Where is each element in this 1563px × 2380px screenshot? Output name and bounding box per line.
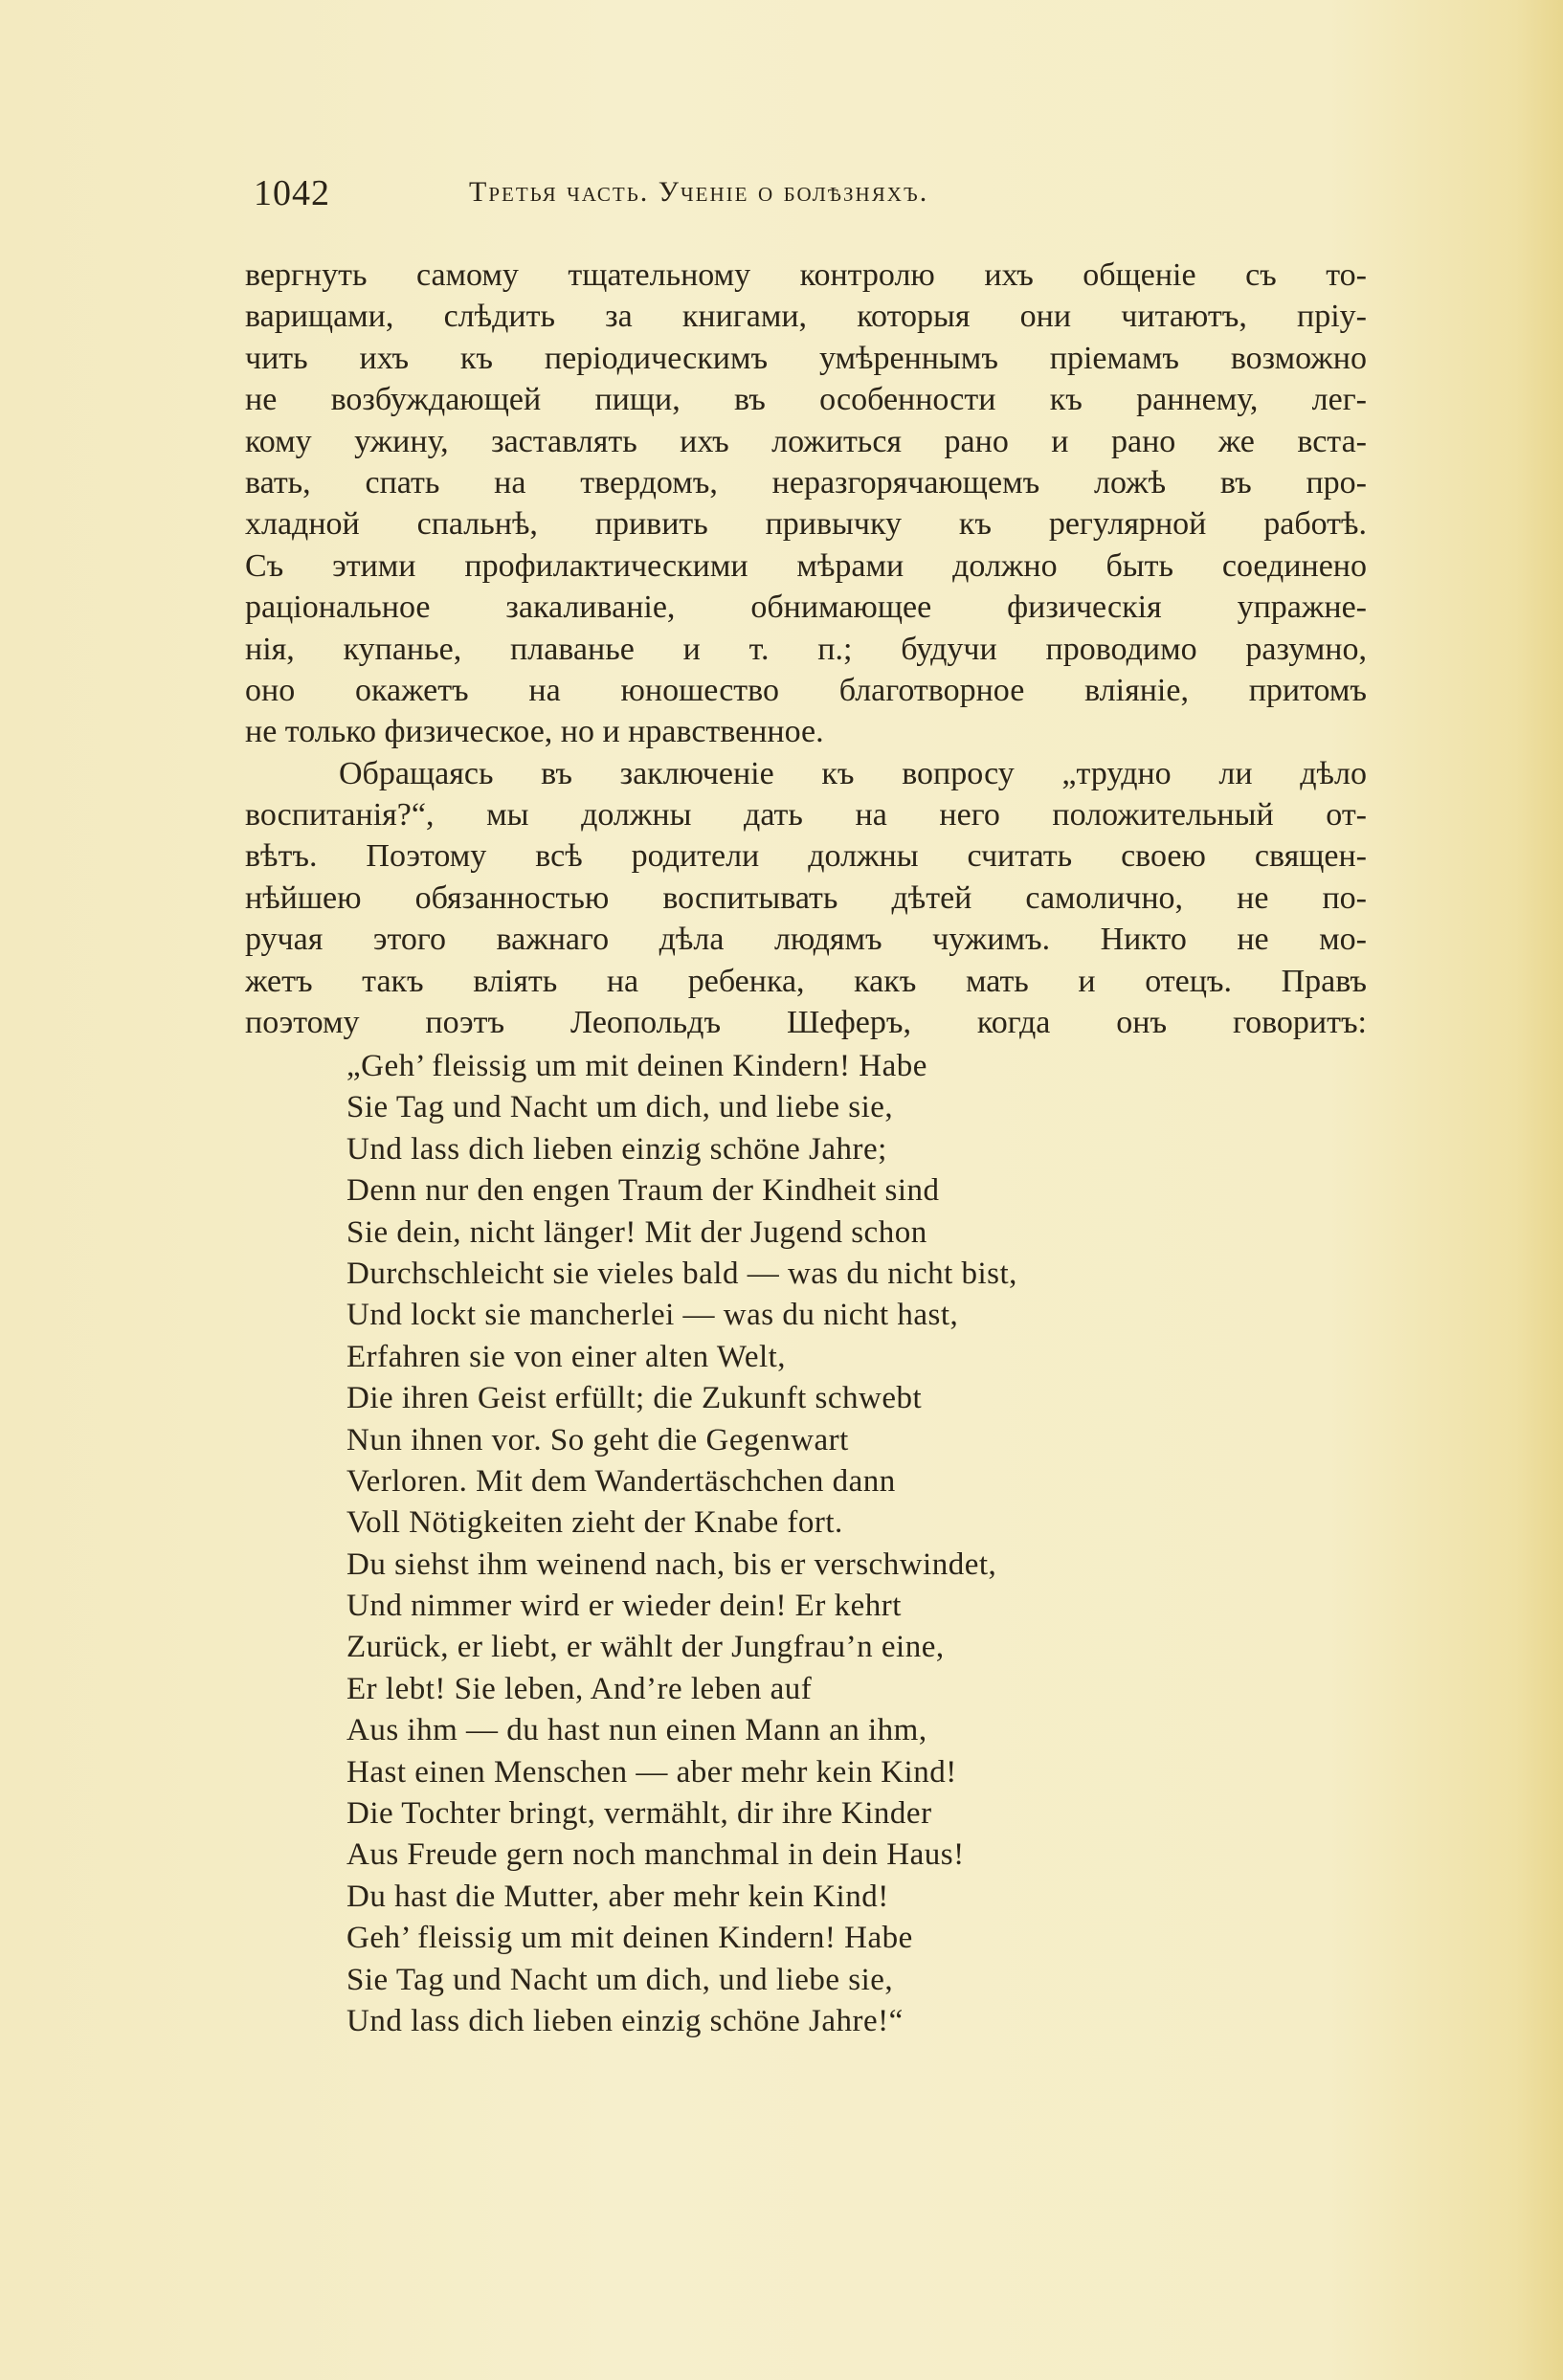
poem-line: Durchschleicht sie vieles bald — was du nicht bist, <box>346 1256 1017 1291</box>
text-line: не только физическое, но и нравственное. <box>245 714 824 750</box>
text-line: чить ихъ къ періодическимъ умѣреннымъ пріемамъ возможно <box>245 340 1367 376</box>
poem-line: Und lockt sie mancherlei — was du nicht hast, <box>346 1298 959 1333</box>
poem-line: Zurück, er liebt, er wählt der Jungfrau’n eine, <box>346 1630 945 1665</box>
text-line: Съ этими профилактическими мѣрами должно быть соединено <box>245 547 1367 584</box>
poem-line: Und lass dich lieben einzig schöne Jahre; <box>346 1131 887 1167</box>
text-line: хладной спальнѣ, привить привычку къ регулярной работѣ. <box>245 506 1367 543</box>
poem-line: Die Tochter bringt, vermählt, dir ihre Kinder <box>346 1796 932 1832</box>
poem-line: Denn nur den engen Traum der Kindheit sind <box>346 1173 940 1209</box>
poem-line: Geh’ fleissig um mit deinen Kindern! Habe <box>346 1921 913 1956</box>
text-line: вергнуть самому тщательному контролю ихъ общеніе съ то- <box>245 257 1367 293</box>
poem-line: „Geh’ fleissig um mit deinen Kindern! Habe <box>346 1049 927 1083</box>
poem-line: Sie Tag und Nacht um dich, und liebe sie, <box>346 1090 894 1125</box>
paragraph-2 <box>245 753 1367 1044</box>
body-text <box>245 255 1367 1043</box>
text-line: вѣтъ. Поэтому всѣ родители должны считать своею священ- <box>245 838 1367 875</box>
text-line: вать, спать на твердомъ, неразгорячающемъ ложѣ въ про- <box>245 464 1367 500</box>
text-line: оно окажетъ на юношество благотворное вліяніе, притомъ <box>245 672 1367 708</box>
poem-line: Du siehst ihm weinend nach, bis er verschwindet, <box>346 1546 997 1582</box>
poem-line: Hast einen Menschen — aber mehr kein Kind! <box>346 1754 957 1790</box>
poem-quote <box>346 1046 1304 2042</box>
poem-line: Aus ihm — du hast nun einen Mann an ihm, <box>346 1713 927 1748</box>
text-line: нѣйшею обязанностью воспитывать дѣтей самолично, не по- <box>245 879 1367 916</box>
page-number: 1042 <box>254 173 330 213</box>
text-line: воспитанія?“, мы должны дать на него положительный от- <box>245 797 1367 834</box>
poem-line: Und lass dich lieben einzig schöne Jahre!“ <box>346 2003 904 2038</box>
text-line: нія, купанье, плаванье и т. п.; будучи проводимо разумно, <box>245 631 1367 667</box>
poem-line: Sie dein, nicht länger! Mit der Jugend schon <box>346 1214 927 1250</box>
text-line: кому ужину, заставлять ихъ ложиться рано и рано же вста- <box>245 423 1367 459</box>
text-line: ручая этого важнаго дѣла людямъ чужимъ. Никто не мо- <box>245 922 1367 958</box>
text-line: поэтому поэтъ Леопольдъ Шеферъ, когда онъ говоритъ: <box>245 1005 1367 1041</box>
text-line: раціональное закаливаніе, обнимающее физическія упражне- <box>245 589 1367 626</box>
poem-line: Sie Tag und Nacht um dich, und liebe sie, <box>346 1962 894 1997</box>
page-header <box>254 172 1373 220</box>
poem-line: Erfahren sie von einer alten Welt, <box>346 1339 787 1374</box>
paragraph-1 <box>245 255 1367 753</box>
text-line: варищами, слѣдить за книгами, которыя они читаютъ, пріу- <box>245 299 1367 335</box>
text-line: Обращаясь въ заключеніе къ вопросу „трудно ли дѣло <box>339 755 1367 791</box>
text-line: жетъ такъ вліять на ребенка, какъ мать и отецъ. Правъ <box>245 963 1367 999</box>
poem-line: Aus Freude gern noch manchmal in dein Haus! <box>346 1837 965 1873</box>
poem-line: Du hast die Mutter, aber mehr kein Kind! <box>346 1879 889 1914</box>
poem-line: Nun ihnen vor. So geht die Gegenwart <box>346 1422 849 1457</box>
running-head: Третья часть. Ученіе о болѣзняхъ. <box>469 176 929 208</box>
poem-line: Verloren. Mit dem Wandertäschchen dann <box>346 1463 896 1499</box>
poem-line: Voll Nötigkeiten zieht der Knabe fort. <box>346 1505 843 1541</box>
poem-line: Und nimmer wird er wieder dein! Er kehrt <box>346 1589 902 1624</box>
poem-line: Die ihren Geist erfüllt; die Zukunft schwebt <box>346 1381 923 1416</box>
poem-line: Er lebt! Sie leben, And’re leben auf <box>346 1671 813 1706</box>
text-line: не возбуждающей пищи, въ особенности къ раннему, лег- <box>245 382 1367 418</box>
